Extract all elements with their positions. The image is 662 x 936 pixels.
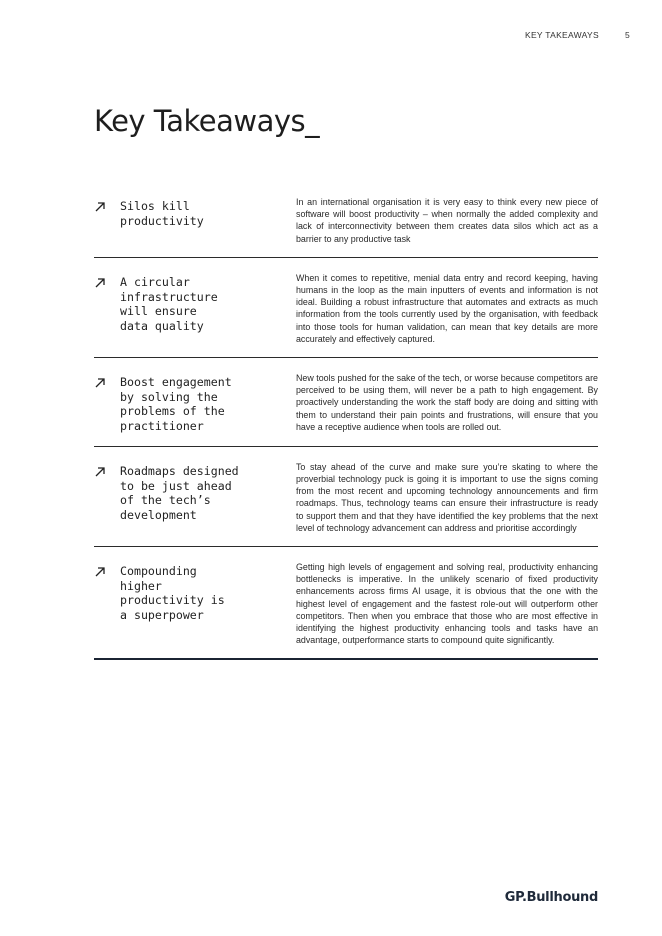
takeaway-body: When it comes to repetitive, menial data entry and record keeping, having humans in the loop as the main inputters of events and information is not ideal. Building a robust infrastructure that automates and extracts as much information from the tools currently used by the organisation, with feedback into those tools for human validation, can mean that key details are more accurately and effectively captured.: [296, 272, 598, 344]
takeaway-row: [94, 358, 598, 447]
takeaway-body: To stay ahead of the curve and make sure you’re skating to where the proverbial technology puck is going it is important to use the signs coming from the most recent and upcoming technology announcements and firm roadmaps. Thus, technology teams can ensure their infrastructure is ready to support them and that they have identified the key problems that the next level of technology advancement can address and prioritise accordingly: [296, 461, 598, 533]
arrow-up-right-icon: [94, 377, 106, 389]
takeaway-body: New tools pushed for the sake of the tech, or worse because competitors are perceived to be using them, will never be a path to high engagement. By proactively understanding the work the staff body are doing and sitting with them to understand their pain points and frustrations, will ensure that you have a receptive audience when tools are rolled out.: [296, 373, 598, 432]
arrow-up-right-icon: [94, 201, 106, 213]
takeaway-body: Getting high levels of engagement and solving real, productivity enhancing bottlenecks is imperative. In the unlikely scenario of fixed productivity enhancements across firms AI usage, it is obvious that the one with the highest level of engagement and the fastest role-out will outperform other competitors. Then when you embrace that those who are most effective in identifying the highest productivity enhancing tools and tasks have an advantage, outperformance starts to compound quite significantly.: [296, 562, 598, 646]
takeaways-list: [94, 194, 598, 660]
takeaway-heading: A circular infrastructure will ensure data quality: [120, 274, 218, 333]
takeaway-heading: Compounding higher productivity is a superpower: [120, 564, 225, 623]
page-title: Key Takeaways_: [94, 104, 320, 138]
arrow-up-right-icon: [94, 466, 106, 478]
takeaway-heading: Boost engagement by solving the problems of the practitioner: [120, 375, 232, 434]
takeaway-row: [94, 547, 598, 660]
takeaway-heading: Roadmaps designed to be just ahead of the tech’s development: [120, 463, 239, 522]
takeaway-row: [94, 258, 598, 358]
takeaway-heading: Silos kill productivity: [120, 199, 204, 228]
section-label: KEY TAKEAWAYS: [524, 30, 599, 40]
arrow-up-right-icon: [94, 277, 106, 289]
company-logo: GP.Bullhound: [504, 890, 598, 905]
takeaway-row: [94, 447, 598, 547]
arrow-up-right-icon: [94, 566, 106, 578]
page-number: 5: [624, 30, 630, 40]
page-header: [525, 30, 630, 40]
takeaway-row: [94, 194, 598, 258]
takeaway-body: In an international organisation it is very easy to think every new piece of software will boost productivity – when normally the added complexity and lack of interconnectivity between them creates data silos which act as a barrier to any productive task: [296, 197, 598, 244]
